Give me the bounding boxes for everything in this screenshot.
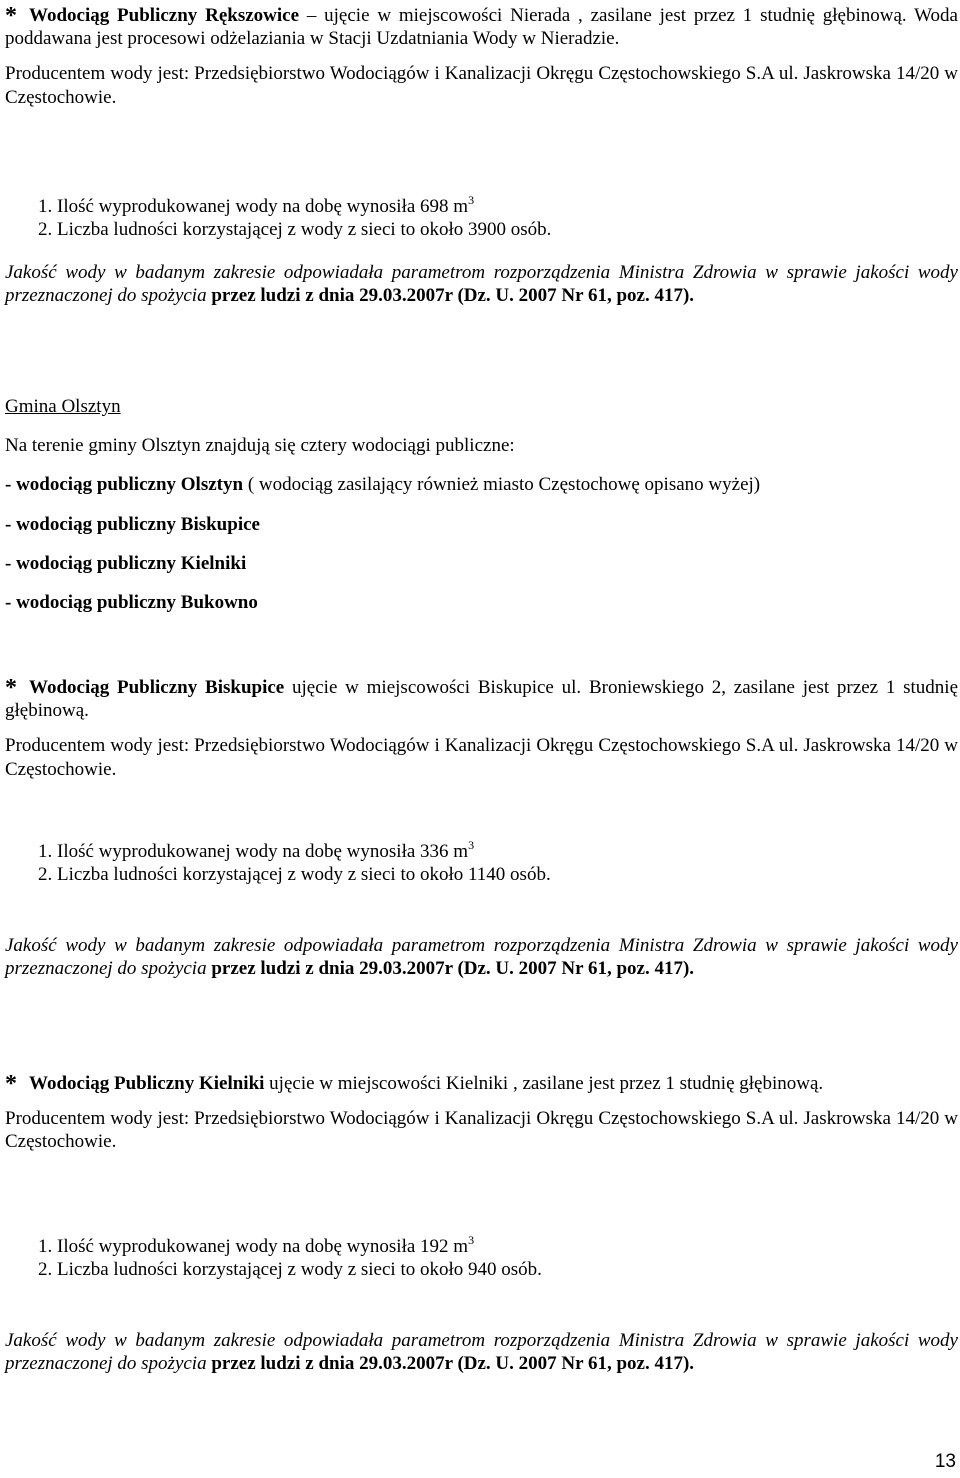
dash bbox=[284, 677, 292, 698]
list-item-bold: - wodociąg publiczny Bukowno bbox=[5, 591, 258, 613]
section-biskupice bbox=[5, 676, 958, 781]
quality-statement bbox=[5, 1329, 958, 1375]
stats-list bbox=[5, 195, 960, 241]
list-item-bold: - wodociąg publiczny Kielniki bbox=[5, 552, 247, 574]
quality-italic: Jakość wody w badanym zakresie odpowiadała parametrom rozporządzenia Ministra Zdrowia w sprawie jakości wody przeznaczonej do spożycia bbox=[5, 1330, 958, 1375]
page-number: 13 bbox=[934, 1451, 956, 1472]
quality-statement bbox=[5, 934, 958, 980]
stats-list bbox=[5, 1235, 960, 1281]
waterworks-name: Wodociąg Publiczny Kielniki bbox=[29, 1073, 265, 1094]
section-header bbox=[5, 1072, 958, 1095]
asterisk-icon: * bbox=[5, 675, 17, 701]
dash: – bbox=[299, 5, 325, 26]
stat-production-text: 1. Ilość wyprodukowanej wody na dobę wynosiła 336 m bbox=[38, 841, 469, 862]
quality-regulation: przez ludzi z dnia 29.03.2007r (Dz. U. 2007 Nr 61, poz. 417). bbox=[206, 1353, 695, 1375]
stat-production-text: 1. Ilość wyprodukowanej wody na dobę wynosiła 698 m bbox=[38, 196, 469, 217]
stat-population: 2. Liczba ludności korzystającej z wody z sieci to około 1140 osób. bbox=[38, 864, 551, 886]
stat-production bbox=[38, 195, 960, 218]
quality-italic: Jakość wody w badanym zakresie odpowiadała parametrom rozporządzenia Ministra Zdrowia w sprawie jakości wody przeznaczonej do spożycia bbox=[5, 262, 958, 307]
stat-production bbox=[38, 1235, 960, 1258]
section-rekszowice bbox=[5, 4, 958, 109]
waterworks-name: Wodociąg Publiczny Biskupice bbox=[29, 677, 285, 698]
section-header bbox=[5, 676, 958, 722]
gmina-heading: Gmina Olsztyn bbox=[5, 396, 121, 417]
unit-superscript: 3 bbox=[468, 193, 475, 207]
producer-text: Producentem wody jest: Przedsiębiorstwo Wodociągów i Kanalizacji Okręgu Częstochowskiego S.A ul. Jaskrowska 14/20 w Częstochowie. bbox=[5, 1108, 958, 1153]
stat-population: 2. Liczba ludności korzystającej z wody z sieci to około 3900 osób. bbox=[38, 219, 552, 241]
list-item bbox=[5, 473, 958, 496]
stat-population: 2. Liczba ludności korzystającej z wody z sieci to około 940 osób. bbox=[38, 1259, 542, 1281]
list-item bbox=[5, 552, 958, 575]
asterisk-icon: * bbox=[5, 3, 17, 29]
unit-superscript: 3 bbox=[468, 838, 475, 852]
stats-list bbox=[5, 840, 960, 886]
intake-text: ujęcie w miejscowości Biskupice ul. Broniewskiego 2, zasilane jest przez 1 studnię głębinową. bbox=[5, 677, 959, 722]
producer-text: Producentem wody jest: Przedsiębiorstwo Wodociągów i Kanalizacji Okręgu Częstochowskiego S.A ul. Jaskrowska 14/20 w Częstochowie. bbox=[5, 63, 958, 108]
list-item bbox=[5, 513, 958, 536]
intake-text: ujęcie w miejscowości Kielniki , zasilane jest przez 1 studnię głębinową. bbox=[269, 1073, 824, 1094]
list-item bbox=[5, 591, 958, 614]
stat-production bbox=[38, 840, 960, 863]
list-item-bold: - wodociąg publiczny Olsztyn bbox=[5, 474, 244, 496]
section-header bbox=[5, 4, 958, 50]
asterisk-icon: * bbox=[5, 1071, 17, 1097]
intake-text: ujęcie w miejscowości Nierada , zasilane jest przez 1 studnię głębinową. Woda poddawana jest procesowi odżelaziania w Stacji Uzdatniania Wody w Nieradzie. bbox=[5, 5, 958, 50]
list-item-rest: ( wodociąg zasilający również miasto Częstochowę opisano wyżej) bbox=[243, 474, 761, 496]
quality-regulation: przez ludzi z dnia 29.03.2007r (Dz. U. 2007 Nr 61, poz. 417). bbox=[206, 285, 695, 307]
list-item-bold: - wodociąg publiczny Biskupice bbox=[5, 513, 260, 535]
unit-superscript: 3 bbox=[468, 1233, 475, 1247]
producer-text: Producentem wody jest: Przedsiębiorstwo Wodociągów i Kanalizacji Okręgu Częstochowskiego S.A ul. Jaskrowska 14/20 w Częstochowie. bbox=[5, 735, 958, 780]
section-kielniki bbox=[5, 1072, 958, 1154]
gmina-section bbox=[5, 395, 958, 614]
stat-production-text: 1. Ilość wyprodukowanej wody na dobę wynosiła 192 m bbox=[38, 1236, 469, 1257]
quality-statement bbox=[5, 261, 958, 307]
quality-regulation: przez ludzi z dnia 29.03.2007r (Dz. U. 2007 Nr 61, poz. 417). bbox=[206, 958, 695, 980]
waterworks-name: Wodociąg Publiczny Rększowice bbox=[29, 5, 300, 26]
gmina-intro: Na terenie gminy Olsztyn znajdują się cztery wodociągi publiczne: bbox=[5, 435, 515, 457]
quality-italic: Jakość wody w badanym zakresie odpowiadała parametrom rozporządzenia Ministra Zdrowia w sprawie jakości wody przeznaczonej do spożycia bbox=[5, 935, 958, 980]
